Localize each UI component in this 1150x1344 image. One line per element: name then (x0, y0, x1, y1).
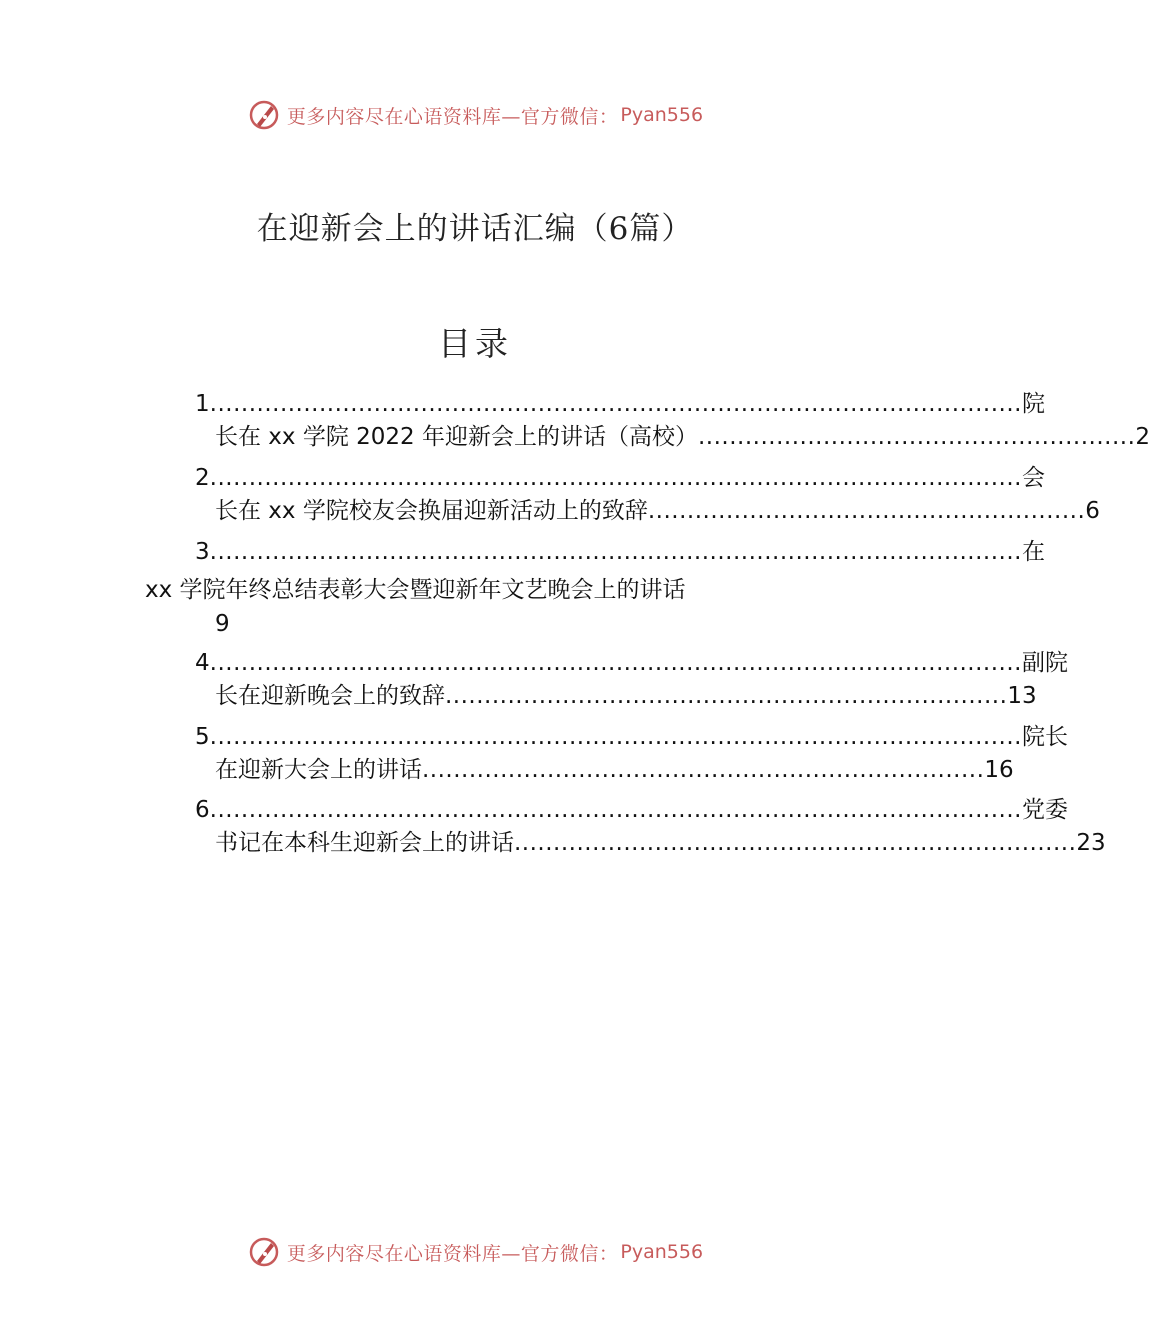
toc-entry-text: 书记在本科生迎新会上的讲话 (215, 830, 514, 856)
toc-leader-dots: ........................................................................................................ (209, 650, 1022, 676)
toc-entry-4-line1[interactable] (195, 648, 1068, 678)
toc-entry-number: 6 (195, 797, 210, 823)
document-title: 在迎新会上的讲话汇编（6篇） (256, 211, 694, 247)
toc-entry-3-line2[interactable] (145, 575, 745, 605)
toc-leader-dots: ........................................................................................................ (209, 797, 1022, 823)
toc-entry-lead: 副院 (1022, 650, 1068, 676)
toc-entry-text: 长在 xx 学院校友会换届迎新活动上的致辞 (215, 498, 648, 524)
toc-entry-3-line1[interactable] (195, 537, 1045, 567)
toc-entry-lead: 院 (1022, 391, 1045, 417)
footer-banner (0, 1232, 950, 1272)
toc-leader-dots: ........................................................................................................ (209, 391, 1022, 417)
toc-entry-lead: 院长 (1022, 724, 1068, 750)
toc-entry-lead: 会 (1022, 465, 1045, 491)
toc-entry-number: 4 (195, 650, 210, 676)
pen-nib-logo-icon (247, 1235, 281, 1269)
toc-entry-5-line1[interactable] (195, 722, 1068, 752)
toc-entry-text: 在迎新大会上的讲话 (215, 757, 422, 783)
toc-entry-number: 3 (195, 539, 210, 565)
toc-leader-dots: ........................................................................ (422, 757, 985, 783)
toc-entry-number: 2 (195, 465, 210, 491)
toc-entry-2-line1[interactable] (195, 463, 1045, 493)
header-banner (0, 95, 950, 135)
toc-entry-page: 6 (1085, 498, 1100, 524)
toc-leader-dots: ........................................................................ (445, 683, 1008, 709)
toc-entry-lead: 党委 (1022, 797, 1068, 823)
banner-wechat-id: Pyan556 (620, 104, 704, 126)
banner-wechat-id: Pyan556 (620, 1241, 704, 1263)
toc-entry-number: 1 (195, 391, 210, 417)
toc-leader-dots: ........................................................................................................ (209, 465, 1022, 491)
toc-leader-dots: ........................................................................ (514, 830, 1077, 856)
toc-leader-dots: ........................................................ (698, 424, 1136, 450)
pen-nib-logo-icon (247, 98, 281, 132)
toc-leader-dots: ........................................................................................................ (209, 539, 1022, 565)
toc-entry-text: 长在迎新晚会上的致辞 (215, 683, 445, 709)
toc-entry-page: 23 (1076, 830, 1106, 856)
toc-leader-dots: ........................................................................................................ (209, 724, 1022, 750)
toc-entry-2-line2[interactable] (215, 496, 1100, 526)
toc-leader-dots: ........................................................ (647, 498, 1086, 524)
toc-entry-page: 16 (984, 757, 1014, 783)
toc-entry-3-line3[interactable] (215, 609, 275, 639)
toc-entry-text: xx 学院年终总结表彰大会暨迎新年文艺晚会上的讲话 (145, 577, 686, 603)
toc-entry-number: 5 (195, 724, 210, 750)
toc-entry-4-line2[interactable] (215, 681, 1037, 711)
banner-text: 更多内容尽在心语资料库—官方微信： (286, 1242, 619, 1265)
toc-heading: 目录 (438, 324, 512, 363)
toc-entry-6-line2[interactable] (215, 828, 1106, 858)
banner-text: 更多内容尽在心语资料库—官方微信： (286, 105, 619, 128)
toc-entry-page: 13 (1007, 683, 1037, 709)
toc-entry-text: 长在 xx 学院 2022 年迎新会上的讲话（高校） (215, 424, 698, 450)
toc-entry-1-line1[interactable] (195, 389, 1045, 419)
toc-entry-page: 2 (1135, 424, 1150, 450)
toc-entry-lead: 在 (1022, 539, 1045, 565)
toc-entry-6-line1[interactable] (195, 795, 1068, 825)
toc-entry-5-line2[interactable] (215, 755, 1014, 785)
toc-entry-page: 9 (215, 611, 230, 637)
toc-entry-1-line2[interactable] (215, 422, 1150, 452)
